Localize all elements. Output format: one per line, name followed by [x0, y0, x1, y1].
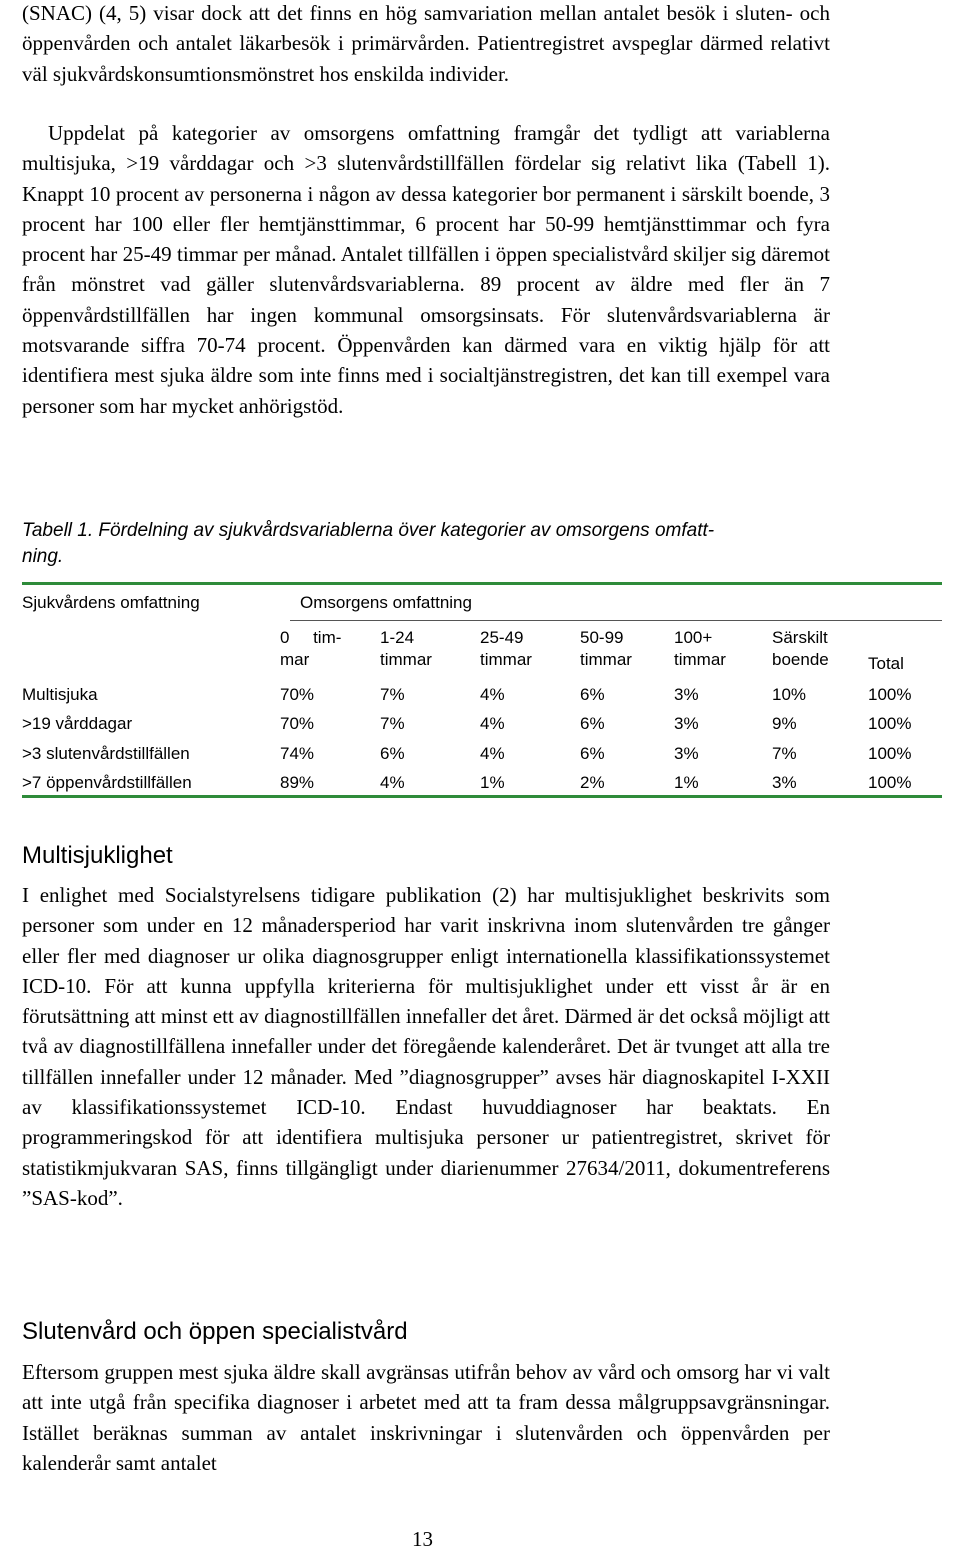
column-header-line1: 25-49: [480, 628, 524, 647]
paragraph-intro: (SNAC) (4, 5) visar dock att det finns en hög samvariation mellan antalet besök i sluten- och öppenvården och antalet läkarbesök i primärvården. Patientregistret avspeglar därmed relativt väl sjukvårdskonsumtionsmönstret hos enskilda individer.: [22, 1, 830, 86]
column-header-line2: timmar: [580, 650, 632, 669]
table-caption-line-1: Tabell 1. Fördelning av sjukvårdsvariablerna över kategorier av omsorgens omfatt-: [22, 520, 715, 541]
table-cell: 100%: [868, 744, 912, 763]
column-header-line1: Särskilt: [772, 628, 828, 647]
row-label: Multisjuka: [22, 685, 98, 704]
table-bottom-rule: [22, 795, 942, 798]
heading-slutenvard: Slutenvård och öppen specialistvård: [22, 1318, 408, 1345]
column-header-line2: timmar: [674, 650, 726, 669]
table-top-rule: [22, 582, 942, 585]
paragraph-slutenvard: Eftersom gruppen mest sjuka äldre skall avgränsas utifrån behov av vård och omsorg har vi valt att inte utgå från specifika diagnoser i arbetet med att ta fram dessa målgruppsavgränsningar. Istället beräknas summan av antalet inskrivningar i slutenvården och öppenvården per kalenderår samt antalet: [22, 1360, 830, 1475]
table-cell: 6%: [580, 714, 605, 733]
table-cell: 4%: [480, 714, 505, 733]
table-cell: 2%: [580, 773, 605, 792]
table-cell: 7%: [380, 685, 405, 704]
column-header-line2: boende: [772, 650, 829, 669]
table-cell: 100%: [868, 773, 912, 792]
table-caption: [22, 518, 822, 570]
table-cell: 4%: [380, 773, 405, 792]
table-cell: 3%: [674, 685, 699, 704]
table-cell: 1%: [674, 773, 699, 792]
table-caption-line-2: ning.: [22, 546, 64, 567]
column-header-line2: timmar: [380, 650, 432, 669]
row-label: >19 vårddagar: [22, 714, 133, 733]
column-header-line1: 50-99: [580, 628, 624, 647]
table-header-left: Sjukvårdens omfattning: [22, 593, 200, 612]
table-cell: 74%: [280, 744, 315, 763]
column-header-line2: Total: [868, 654, 904, 673]
table-header-group: Omsorgens omfattning: [300, 593, 472, 612]
column-header-line2: mar: [280, 650, 310, 669]
table-cell: 89%: [280, 773, 315, 792]
table-cell: 4%: [480, 685, 505, 704]
column-header-line1: 1-24: [380, 628, 415, 647]
row-label: >3 slutenvårdstillfällen: [22, 744, 190, 763]
table-cell: 3%: [772, 773, 797, 792]
page-number: 13: [412, 1527, 433, 1551]
table-cell: 9%: [772, 714, 797, 733]
table-cell: 4%: [480, 744, 505, 763]
table-cell: 6%: [380, 744, 405, 763]
table-cell: 3%: [674, 714, 699, 733]
row-label: >7 öppenvårdstillfällen: [22, 773, 192, 792]
paragraph-multisjuklighet: I enlighet med Socialstyrelsens tidigare publikation (2) har multisjuklighet beskrivits som personer som under en 12 månadersperiod har varit inskrivna inom slutenvården tre gånger eller fler med diagnoser ur olika diagnosgrupper enligt internationella klassifikationssystemet ICD-10. För att kunna uppfylla kriterierna för multisjuklighet under ett visst år är en förutsättning att minst ett av diagnostillfällen innefaller det året. Därmed är det också möjligt att två av diagnostillfällena innefaller under det föregående kalenderåret. Det är tvunget att alla tre tillfällen innefaller under 12 månader. Med ”diagnosgrupper” avses här diagnoskapitel I-XXII av klassifikationssystemet ICD-10. Endast huvuddiagnoser har beaktats. En programmeringskod för att identifiera multisjuka personer ur patientregistret, skrivet för statistikmjukvaran SAS, finns tillgängligt under diarienummer 27634/2011, dokumentreferens ”SAS-kod”.: [22, 883, 830, 1210]
table-cell: 3%: [674, 744, 699, 763]
table-cell: 70%: [280, 685, 315, 704]
table-cell: 100%: [868, 714, 912, 733]
paragraph-categories: Uppdelat på kategorier av omsorgens omfattning framgår det tydligt att variablerna multisjuka, >19 vårddagar och >3 slutenvårdstillfällen fördelar sig relativt lika (Tabell 1). Knappt 10 procent av personerna i någon av dessa kategorier bor permanent i särskilt boende, 3 procent har 100 eller fler hemtjänsttimmar, 6 procent har 50-99 hemtjänsttimmar och fyra procent har 25-49 timmar per månad. Antalet tillfällen i öppen specialistvård skiljer sig däremot från mönstret vad gäller slutenvårdsvariablerna. 89 procent av äldre med fler än 7 öppenvårdstillfällen har ingen kommunal omsorgsinsats. För slutenvårdsvariablerna är motsvarande siffra 70-74 procent. Öppenvården kan därmed vara en viktig hjälp för att identifiera mest sjuka äldre som inte finns med i socialtjänstregistren, det kan till exempel vara personer som har mycket anhörigstöd.: [22, 121, 830, 418]
table-cell: 100%: [868, 685, 912, 704]
table-cell: 7%: [380, 714, 405, 733]
table-cell: 70%: [280, 714, 315, 733]
column-header-line1: 0 tim-: [280, 628, 342, 647]
table-cell: 1%: [480, 773, 505, 792]
column-header-line1: 100+: [674, 628, 713, 647]
table-cell: 6%: [580, 685, 605, 704]
heading-multisjuklighet: Multisjuklighet: [22, 842, 173, 869]
column-header-line2: timmar: [480, 650, 532, 669]
table-cell: 10%: [772, 685, 807, 704]
table-group-rule: [290, 620, 942, 621]
table-cell: 6%: [580, 744, 605, 763]
table-cell: 7%: [772, 744, 797, 763]
